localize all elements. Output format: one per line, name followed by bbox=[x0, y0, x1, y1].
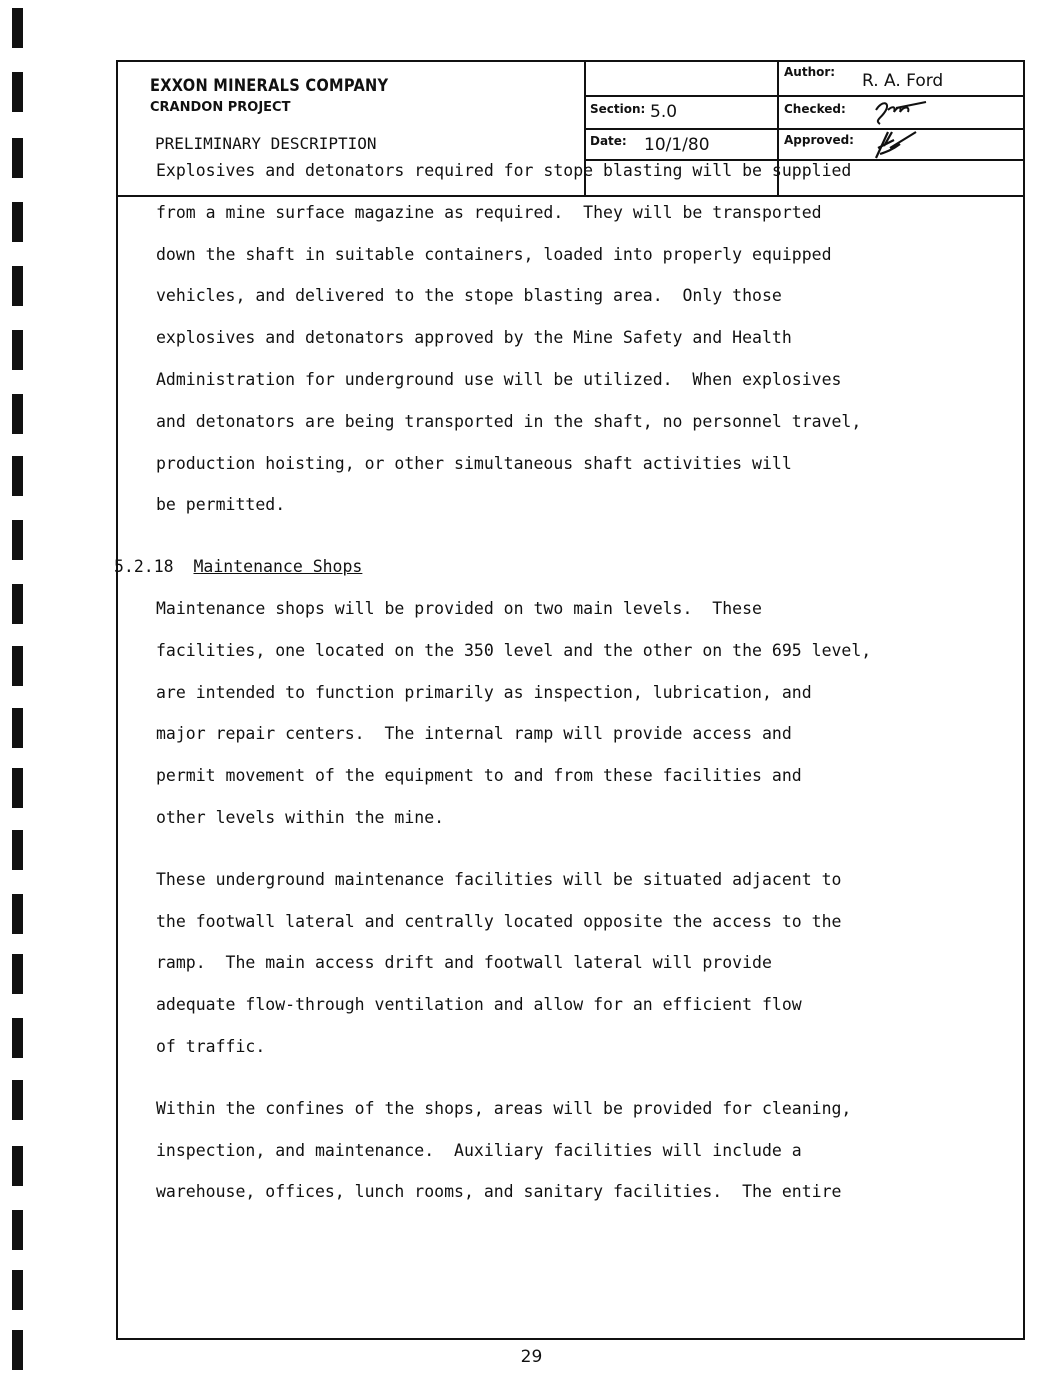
paragraph-maintenance-shops bbox=[156, 588, 916, 839]
checked-label: Checked: bbox=[784, 102, 846, 116]
binding-hole bbox=[12, 954, 23, 994]
divider bbox=[584, 128, 1023, 130]
binding-hole bbox=[12, 708, 23, 748]
binding-hole bbox=[12, 1146, 23, 1186]
body-text bbox=[114, 150, 916, 1213]
page-number: 29 bbox=[520, 1347, 543, 1367]
binding-hole bbox=[12, 394, 23, 434]
date-label: Date: bbox=[590, 134, 627, 148]
section-number: 5.2.18 bbox=[114, 557, 174, 577]
text-line: adequate flow-through ventilation and allow for an efficient flow bbox=[156, 995, 802, 1015]
binding-hole bbox=[12, 1080, 23, 1120]
binding-hole bbox=[12, 830, 23, 870]
text-line: permit movement of the equipment to and from these facilities and bbox=[156, 766, 802, 786]
binding-hole bbox=[12, 520, 23, 560]
text-line: and detonators are being transported in the shaft, no personnel travel, bbox=[156, 411, 862, 431]
binding-hole bbox=[12, 768, 23, 808]
binding-hole bbox=[12, 1018, 23, 1058]
section-title: Maintenance Shops bbox=[193, 557, 363, 577]
text-line: other levels within the mine. bbox=[156, 807, 445, 827]
text-line: Explosives and detonators required for stope blasting will be supplied bbox=[156, 161, 852, 180]
text-line: production hoisting, or other simultaneous shaft activities will bbox=[156, 453, 792, 473]
text-line: Within the confines of the shops, areas will be provided for cleaning, bbox=[156, 1098, 852, 1118]
binding-hole bbox=[12, 584, 23, 624]
paragraph-gap bbox=[156, 1068, 916, 1088]
text-line: major repair centers. The internal ramp will provide access and bbox=[156, 724, 792, 744]
binding-hole bbox=[12, 8, 23, 48]
binding-hole bbox=[12, 330, 23, 370]
binding-hole bbox=[12, 1210, 23, 1250]
section-heading bbox=[114, 546, 916, 588]
paragraph-underground-facilities bbox=[156, 859, 916, 1068]
text-line: are intended to function primarily as inspection, lubrication, and bbox=[156, 682, 812, 702]
project-name: CRANDON PROJECT bbox=[150, 100, 291, 115]
paragraph-gap bbox=[156, 839, 916, 859]
binding-hole bbox=[12, 646, 23, 686]
binding-hole bbox=[12, 894, 23, 934]
paragraph-shop-areas bbox=[156, 1088, 916, 1213]
text-line: down the shaft in suitable containers, loaded into properly equipped bbox=[156, 244, 832, 264]
divider bbox=[584, 95, 1023, 97]
text-line: Maintenance shops will be provided on two main levels. These bbox=[156, 598, 762, 618]
binding-hole bbox=[12, 138, 23, 178]
author-value: R. A. Ford bbox=[862, 71, 944, 91]
section-value: 5.0 bbox=[650, 102, 678, 122]
text-line: vehicles, and delivered to the stope blasting area. Only those bbox=[156, 286, 782, 306]
company-name: EXXON MINERALS COMPANY bbox=[150, 76, 389, 96]
text-line: of traffic. bbox=[156, 1036, 266, 1056]
section-label: Section: bbox=[590, 102, 646, 116]
approved-label: Approved: bbox=[784, 133, 854, 147]
checked-initials-signature bbox=[870, 98, 930, 128]
text-line: explosives and detonators approved by the Mine Safety and Health bbox=[156, 328, 792, 348]
text-line: be permitted. bbox=[156, 495, 286, 515]
text-line: These underground maintenance facilities will be situated adjacent to bbox=[156, 869, 842, 889]
text-line: ramp. The main access drift and footwall lateral will provide bbox=[156, 953, 772, 973]
document-type: PRELIMINARY DESCRIPTION bbox=[155, 134, 377, 153]
text-line: warehouse, offices, lunch rooms, and sanitary facilities. The entire bbox=[156, 1182, 842, 1202]
author-label: Author: bbox=[784, 65, 836, 79]
text-line: from a mine surface magazine as required. They will be transported bbox=[156, 202, 822, 222]
binding-hole bbox=[12, 202, 23, 242]
text-line: the footwall lateral and centrally located opposite the access to the bbox=[156, 911, 842, 931]
binding-hole bbox=[12, 72, 23, 112]
paragraph-explosives bbox=[156, 150, 916, 526]
binding-hole bbox=[12, 1270, 23, 1310]
text-line: inspection, and maintenance. Auxiliary facilities will include a bbox=[156, 1140, 802, 1160]
date-value: 10/1/80 bbox=[644, 135, 710, 155]
binding-hole bbox=[12, 266, 23, 306]
text-line: Administration for underground use will be utilized. When explosives bbox=[156, 369, 842, 389]
text-line: facilities, one located on the 350 level and the other on the 695 level, bbox=[156, 640, 872, 660]
binding-holes bbox=[12, 0, 26, 1380]
paragraph-gap bbox=[156, 526, 916, 546]
binding-hole bbox=[12, 456, 23, 496]
